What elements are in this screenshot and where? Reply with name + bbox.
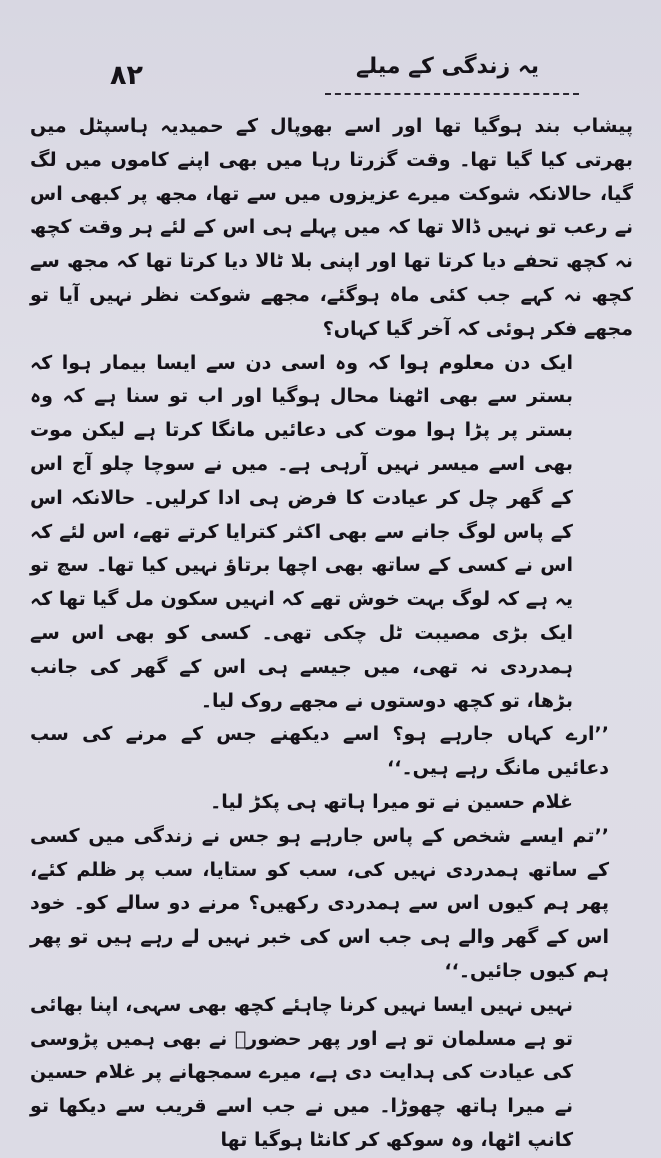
body-text xyxy=(30,110,633,1158)
paragraph-6: نہیں نہیں ایسا نہیں کرنا چاہئے کچھ بھی سہی، اپنا بھائی تو ہے مسلمان تو ہے اور پھر حضورؐ نے بھی ہمیں پڑوسی کی عیادت کی ہدایت دی ہے، میرے سمجھانے پر غلام حسین نے میرا ہاتھ چھوڑا۔ میں نے جب اسے قریب سے دیکھا تو کانپ اٹھا، وہ سوکھ کر کانٹا ہوگیا تھا xyxy=(30,993,573,1151)
page-header xyxy=(110,54,579,104)
paragraph-2: ایک دن معلوم ہوا کہ وہ اسی دن سے ایسا بیمار ہوا کہ بستر سے بھی اٹھنا محال ہوگیا اور اب تو سنا ہے کہ وہ بستر پر پڑا ہوا موت کی دعائیں مانگا کرتا ہے لیکن موت بھی اسے میسر نہیں آرہی ہے۔ میں نے سوچا چلو آج اس کے گھر چل کر عیادت کا فرض ہی ادا کرلیں۔ حالانکہ اس کے پاس لوگ جانے سے بھی اکثر کترایا کرتے تھے، اس لئے کہ اس نے کسی کے ساتھ بھی اچھا برتاؤ نہیں کیا تھا۔ سچ تو یہ ہے کہ لوگ بہت خوش تھے کہ انہیں سکون مل گیا تھا کہ ایک بڑی مصیبت ٹل چکی تھی۔ کسی کو بھی اس سے ہمدردی نہ تھی، میں جیسے ہی اس کے گھر کی جانب بڑھا، تو کچھ دوستوں نے مجھے روک لیا۔ xyxy=(30,351,573,712)
paragraph-5-quote: ’’تم ایسے شخص کے پاس جارہے ہو جس نے زندگی میں کسی کے ساتھ ہمدردی نہیں کی، سب کو ستایا، سب پر ظلم کئے، پھر ہم کیوں اس سے ہمدردی رکھیں؟ مرنے دو سالے کو۔ خود اس کے گھر والے ہی جب اس کی خبر نہیں لے رہے ہیں تو پھر ہم کیوں جائیں۔‘‘ xyxy=(30,824,609,982)
paragraph-1: پیشاب بند ہوگیا تھا اور اسے بھوپال کے حمیدیہ ہاسپٹل میں بھرتی کیا گیا تھا۔ وقت گزرتا رہا میں بھی اپنے کاموں میں لگ گیا، حالانکہ شوکت میرے عزیزوں میں سے تھا، مجھ پر کبھی اس نے رعب تو نہیں ڈالا تھا کہ میں پہلے ہی اس کے لئے ہر وقت کچھ نہ کچھ تحفے دیا کرتا تھا اور اپنی بلا ٹالا دیا کرتا تھا کہ مجھ سے کچھ نہ کہے جب کئی ماہ ہوگئے، مجھے شوکت نظر نہیں آیا تو مجھے فکر ہوئی کہ آخر گیا کہاں؟ xyxy=(30,115,633,340)
header-dashed-rule xyxy=(325,93,579,95)
paragraph-3-quote: ’’ارے کہاں جارہے ہو؟ اسے دیکھنے جس کے مرنے کی سب دعائیں مانگ رہے ہیں۔‘‘ xyxy=(30,723,609,780)
page-number: ۸۲ xyxy=(110,60,143,91)
running-title: یہ زندگی کے میلے xyxy=(356,54,539,79)
paragraph-4: غلام حسین نے تو میرا ہاتھ ہی پکڑ لیا۔ xyxy=(210,790,573,813)
